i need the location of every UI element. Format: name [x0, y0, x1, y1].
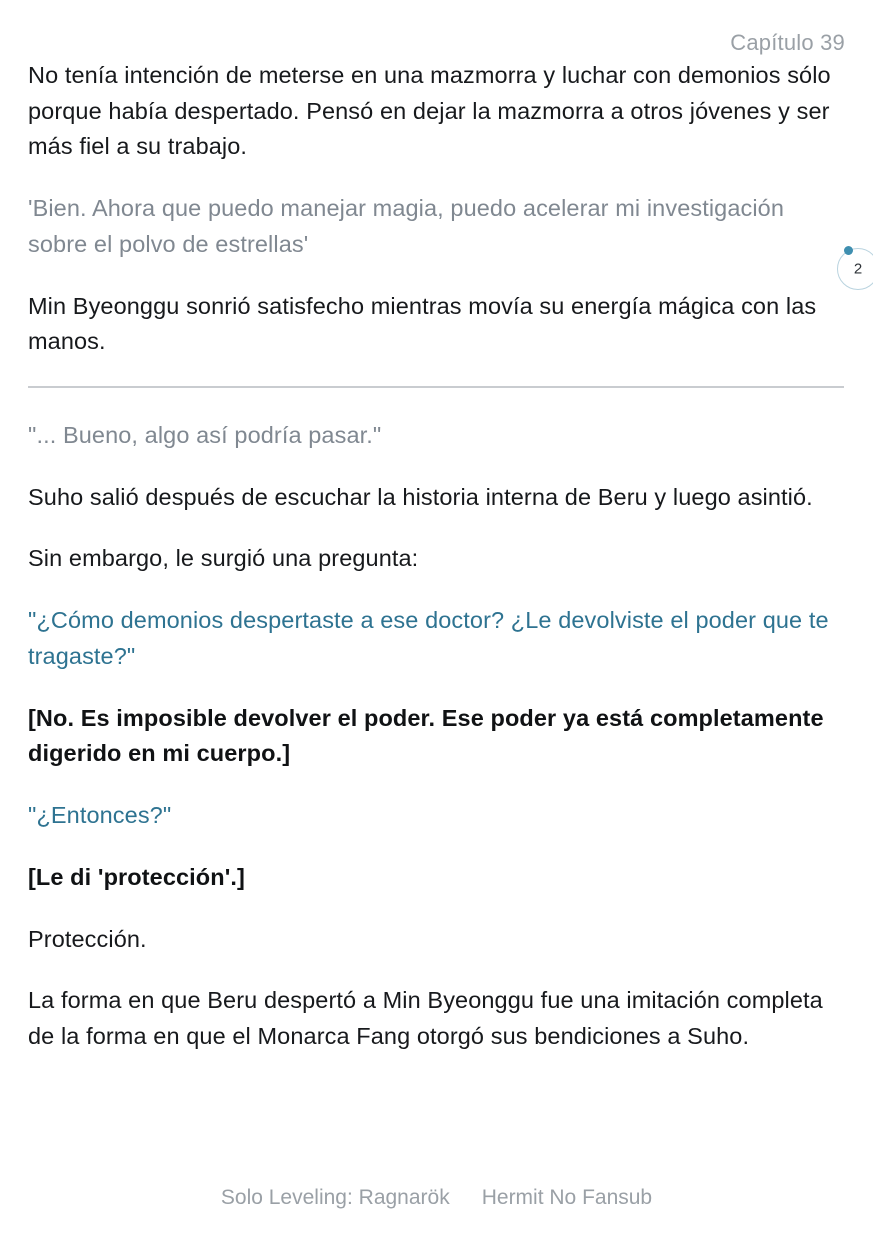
chapter-content — [28, 58, 844, 1081]
paragraph: La forma en que Beru despertó a Min Byeonggu fue una imitación completa de la forma en que el Monarca Fang otorgó sus bendiciones a Suho. — [28, 987, 823, 1049]
comment-dot-icon — [844, 246, 853, 255]
paragraph-inner-thought: "... Bueno, algo así podría pasar." — [28, 422, 382, 449]
paragraph: Suho salió después de escuchar la historia interna de Beru y luego asintió. — [28, 483, 813, 510]
paragraph-dialogue: "¿Entonces?" — [28, 802, 172, 829]
paragraph: Sin embargo, le surgió una pregunta: — [28, 545, 419, 572]
paragraph-bracketed-speech: [No. Es imposible devolver el poder. Ese poder ya está completamente digerido en mi cuerpo.] — [28, 704, 824, 767]
paragraph: Protección. — [28, 925, 147, 952]
comment-count-badge[interactable] — [837, 248, 873, 290]
section-divider — [28, 386, 844, 388]
comment-count: 2 — [853, 260, 863, 278]
footer-series-title: Solo Leveling: Ragnarök — [220, 1186, 450, 1209]
paragraph: Min Byeonggu sonrió satisfecho mientras movía su energía mágica con las manos. — [28, 292, 817, 355]
paragraph-inner-thought: 'Bien. Ahora que puedo manejar magia, puedo acelerar mi investigación sobre el polvo de estrellas' — [28, 195, 785, 257]
paragraph-bracketed-speech: [Le di 'protección'.] — [28, 863, 245, 890]
chapter-label: Capítulo 39 — [730, 30, 845, 55]
paragraph: No tenía intención de meterse en una mazmorra y luchar con demonios sólo porque había despertado. Pensó en dejar la mazmorra a otros jóvenes y ser más fiel a su trabajo. — [28, 62, 831, 160]
footer-fansub: Hermit No Fansub — [481, 1186, 653, 1209]
paragraph-dialogue: "¿Cómo demonios despertaste a ese doctor? ¿Le devolviste el poder que te tragaste?" — [28, 607, 829, 669]
page-footer — [0, 1186, 873, 1210]
